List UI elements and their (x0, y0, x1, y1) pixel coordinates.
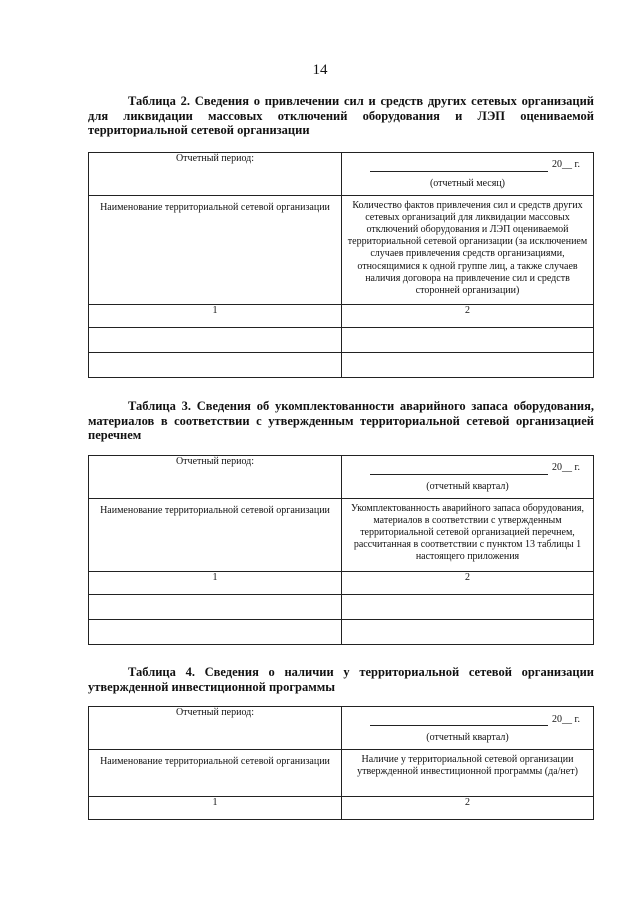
period-field (342, 455, 594, 498)
year-text: 20__ г. (552, 462, 580, 474)
period-blank-line[interactable] (370, 159, 548, 172)
table-row (89, 707, 594, 750)
year-text: 20__ г. (552, 159, 580, 171)
period-caption: (отчетный квартал) (426, 732, 509, 743)
table-row (89, 304, 594, 327)
table-row (89, 594, 594, 619)
table-2-title: Таблица 2. Сведения о привлечении сил и средств других сетевых организаций для ликвидации массовых отключений оборудования и ЛЭП оцениваемой территориальной сетевой организации (88, 94, 594, 137)
column-header-value: Наличие у территориальной сетевой организации утвержденной инвестиционной программы (да/нет) (342, 750, 594, 797)
empty-cell[interactable] (89, 352, 342, 377)
empty-cell[interactable] (89, 327, 342, 352)
table-3 (88, 455, 594, 645)
column-number-2: 2 (342, 797, 594, 820)
column-number-1: 1 (89, 571, 342, 594)
empty-cell[interactable] (89, 619, 342, 644)
column-number-2: 2 (342, 304, 594, 327)
period-blank-line[interactable] (370, 713, 548, 726)
table-row (89, 750, 594, 797)
table-4-title: Таблица 4. Сведения о наличии у территориальной сетевой организации утвержденной инвестиционной программы (88, 665, 594, 694)
column-header-org-name: Наименование территориальной сетевой организации (89, 750, 342, 797)
table-4-section (88, 665, 594, 820)
period-label: Отчетный период: (89, 455, 342, 498)
column-header-org-name: Наименование территориальной сетевой организации (89, 195, 342, 304)
year-text: 20__ г. (552, 713, 580, 725)
period-label: Отчетный период: (89, 707, 342, 750)
table-2 (88, 152, 594, 378)
period-blank-line[interactable] (370, 462, 548, 475)
table-2-section (88, 94, 594, 378)
column-header-org-name: Наименование территориальной сетевой организации (89, 498, 342, 571)
column-number-1: 1 (89, 797, 342, 820)
empty-cell[interactable] (342, 594, 594, 619)
empty-cell[interactable] (342, 352, 594, 377)
empty-cell[interactable] (342, 619, 594, 644)
period-field (342, 707, 594, 750)
column-number-2: 2 (342, 571, 594, 594)
column-header-value: Количество фактов привлечения сил и средств других сетевых организаций для ликвидации массовых отключений оборудования и ЛЭП оцениваемой территориальной сетевой организации (за исключением случаев привлечения средств организациями, относящимися к одной группе лиц, а также случаев наличия договора на привлечение сил и средств сторонней организации) (342, 195, 594, 304)
period-caption: (отчетный месяц) (429, 177, 506, 189)
period-label: Отчетный период: (89, 152, 342, 195)
table-row (89, 195, 594, 304)
table-4 (88, 706, 594, 820)
table-row (89, 797, 594, 820)
page-number: 14 (312, 62, 328, 78)
column-header-value: Укомплектованность аварийного запаса оборудования, материалов в соответствии с утвержденным территориальной сетевой организацией перечнем, рассчитанная в соответствии с пунктом 13 таблицы 1 настоящего приложения (342, 498, 594, 571)
period-caption: (отчетный квартал) (426, 480, 509, 492)
table-row (89, 327, 594, 352)
empty-cell[interactable] (89, 594, 342, 619)
table-row (89, 498, 594, 571)
column-number-1: 1 (89, 304, 342, 327)
table-3-section (88, 399, 594, 645)
table-3-title: Таблица 3. Сведения об укомплектованности аварийного запаса оборудования, материалов в соответствии с утвержденным территориальной сетевой организацией перечнем (88, 399, 594, 442)
empty-cell[interactable] (342, 327, 594, 352)
period-field (342, 152, 594, 195)
table-row (89, 152, 594, 195)
table-row (89, 455, 594, 498)
table-row (89, 619, 594, 644)
table-row (89, 571, 594, 594)
table-row (89, 352, 594, 377)
